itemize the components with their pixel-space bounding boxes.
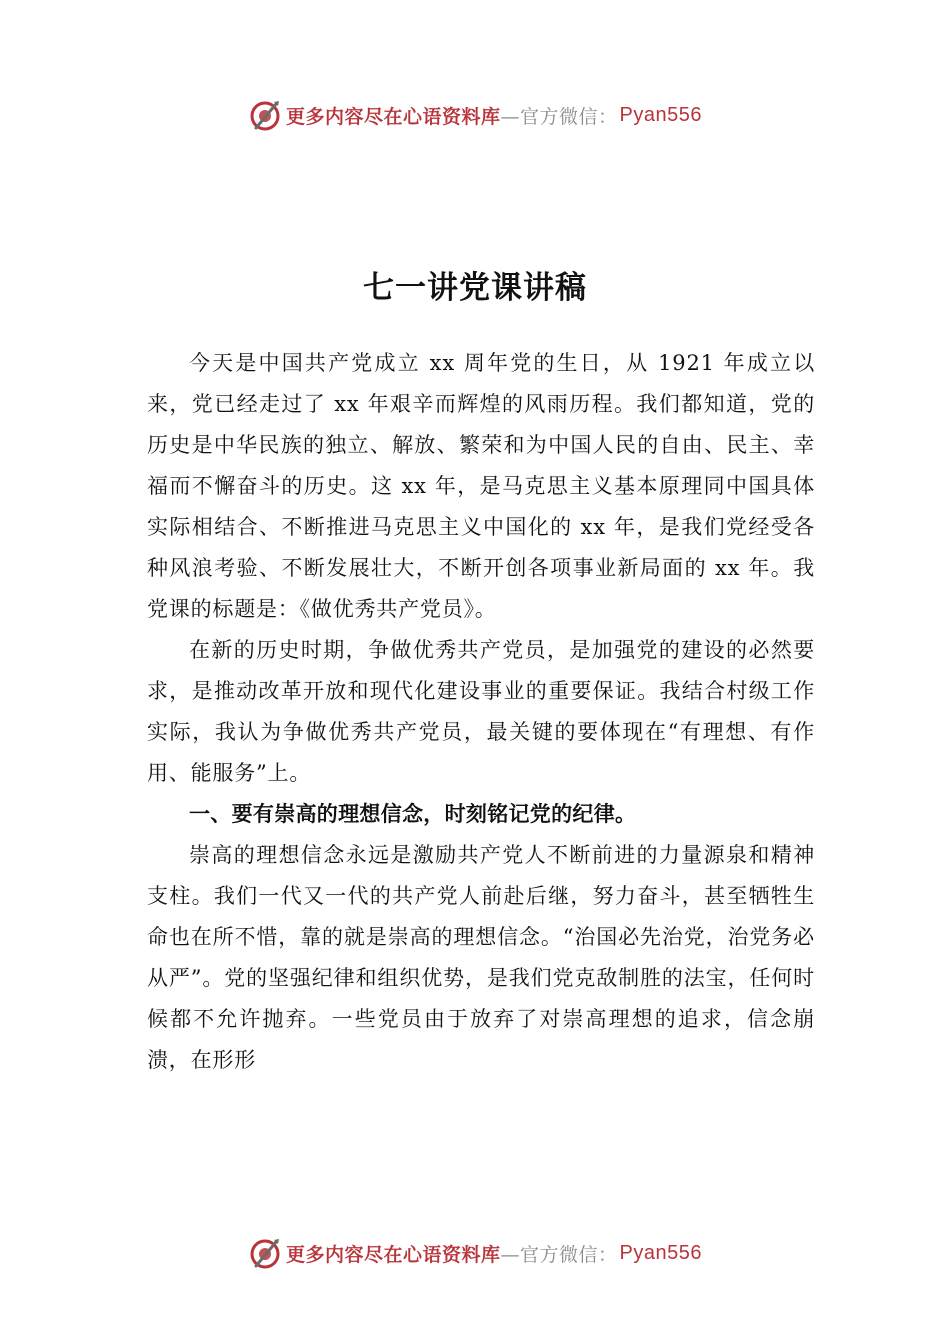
footer-banner xyxy=(0,1233,950,1273)
document-body xyxy=(147,343,815,1081)
banner-wechat-id: Pyan556 xyxy=(619,103,702,126)
section-paragraph: 崇高的理想信念永远是激励共产党人不断前进的力量源泉和精神支柱。我们一代又一代的共产党人前赴后继，努力奋斗，甚至牺牲生命也在所不惜，靠的就是崇高的理想信念。“治国必先治党，治党务必从严”。党的坚强纪律和组织优势，是我们党克敌制胜的法宝，任何时候都不允许抛弃。一些党员由于放弃了对崇高理想的追求，信念崩溃，在形形 xyxy=(147,843,815,1072)
banner-wechat-id: Pyan556 xyxy=(619,1241,702,1264)
document-title: 七一讲党课讲稿 xyxy=(363,270,587,306)
header-banner xyxy=(0,95,950,135)
banner-wechat-label: —官方微信： xyxy=(500,105,618,128)
context-paragraph: 在新的历史时期，争做优秀共产党员，是加强党的建设的必然要求，是推动改革开放和现代化建设事业的重要保证。我结合村级工作实际，我认为争做优秀共产党员，最关键的要体现在“有理想、有作用、能服务”上。 xyxy=(147,638,815,785)
banner-wechat-label: —官方微信： xyxy=(500,1243,618,1266)
section-heading: 一、要有崇高的理想信念，时刻铭记党的纪律。 xyxy=(189,802,637,826)
banner-site-name: 更多内容尽在心语资料库 xyxy=(286,105,501,128)
pen-seal-logo-icon xyxy=(248,1236,282,1270)
intro-paragraph: 今天是中国共产党成立 xx 周年党的生日，从 1921 年成立以来，党已经走过了 xx 年艰辛而辉煌的风雨历程。我们都知道，党的历史是中华民族的独立、解放、繁荣和为中国人民的自由、民主、幸福而不懈奋斗的历史。这 xx 年，是马克思主义基本原理同中国具体实际相结合、不断推进马克思主义中国化的 xx 年，是我们党经受各种风浪考验、不断发展壮大，不断开创各项事业新局面的 xx 年。我党课的标题是：《做优秀共产党员》。 xyxy=(147,351,815,621)
pen-seal-logo-icon xyxy=(248,98,282,132)
banner-site-name: 更多内容尽在心语资料库 xyxy=(286,1243,501,1266)
